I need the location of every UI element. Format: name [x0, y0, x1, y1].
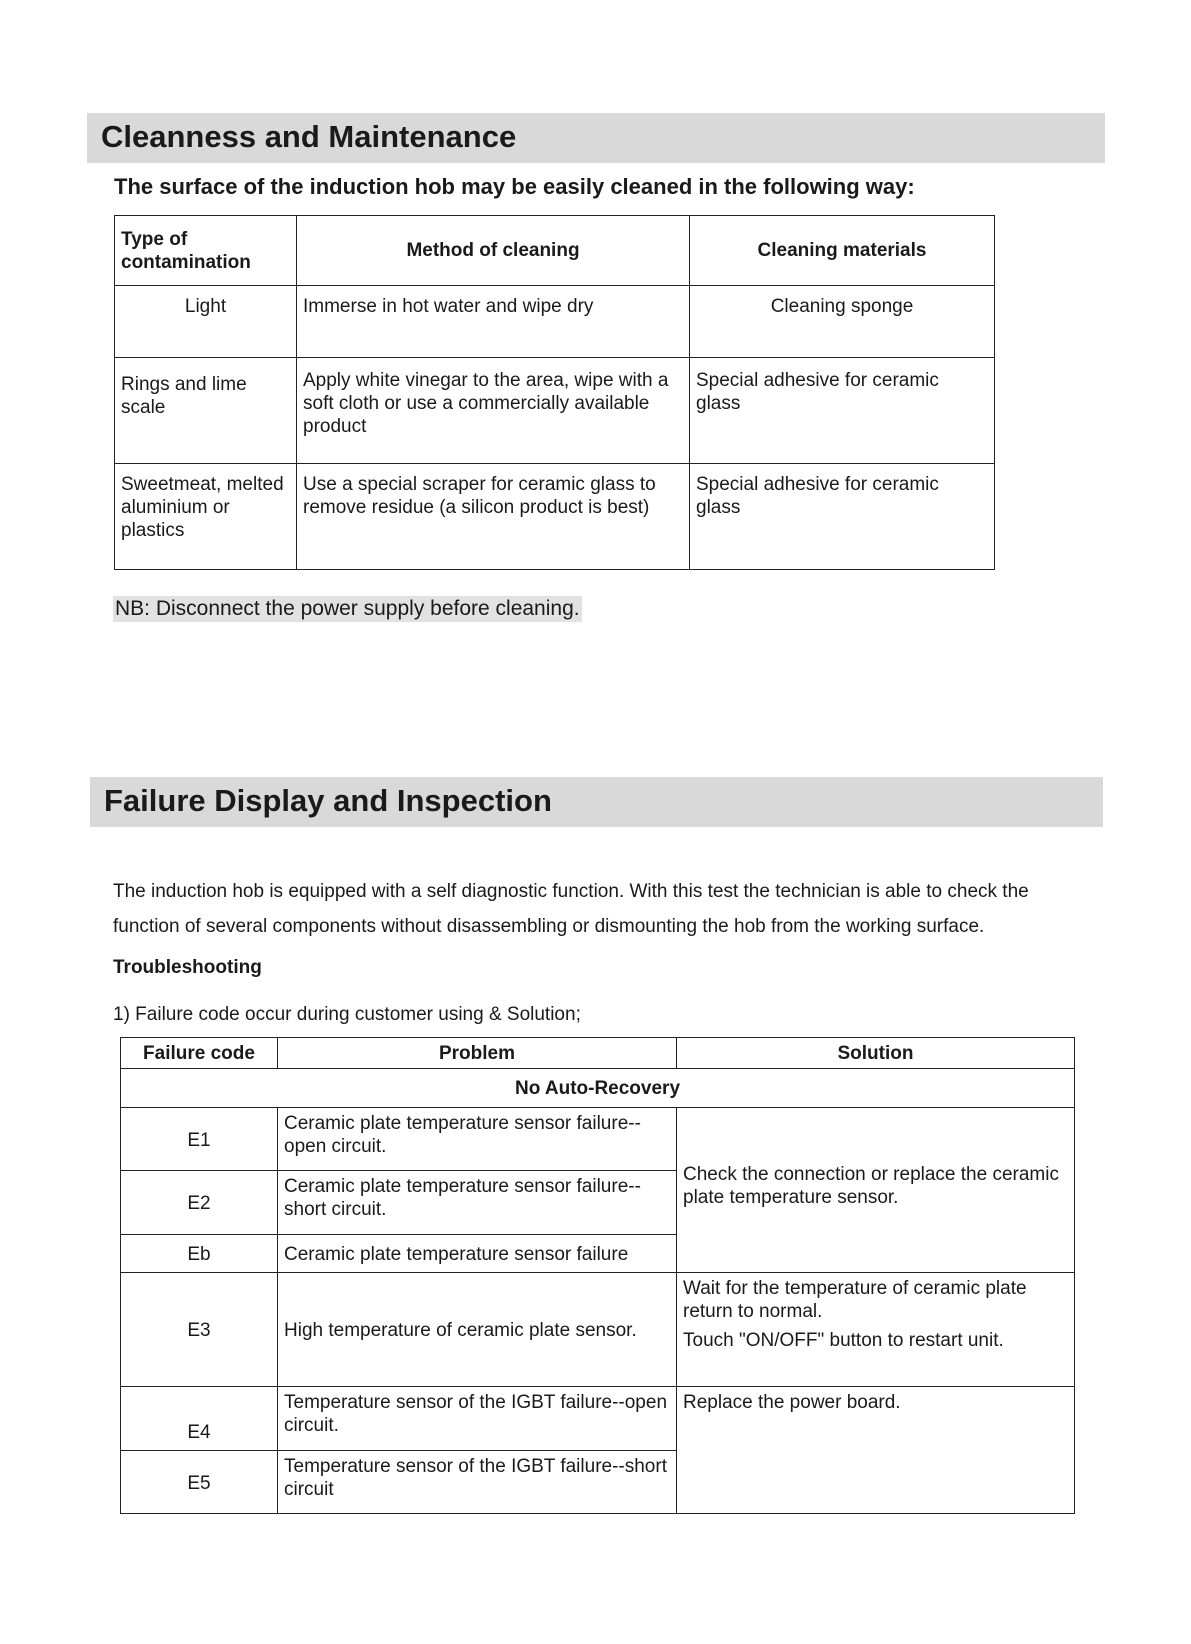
troubleshooting-heading: Troubleshooting: [113, 957, 262, 978]
section-title-cleanness: Cleanness and Maintenance: [87, 113, 1105, 163]
problem-cell: Ceramic plate temperature sensor failure--short circuit.: [278, 1171, 677, 1235]
header-method: Method of cleaning: [297, 216, 690, 286]
problem-cell: Temperature sensor of the IGBT failure--open circuit.: [278, 1387, 677, 1451]
materials-cell: Special adhesive for ceramic glass: [690, 464, 995, 570]
table-header-row: [121, 1038, 1075, 1069]
contamination-cell: Rings and lime scale: [115, 358, 297, 464]
failure-code-cell: Eb: [121, 1235, 278, 1273]
contamination-cell: Sweetmeat, melted aluminium or plastics: [115, 464, 297, 570]
problem-cell: High temperature of ceramic plate sensor.: [278, 1273, 677, 1387]
solution-cell: Replace the power board.: [677, 1387, 1075, 1514]
solution-text: Touch "ON/OFF" button to restart unit.: [683, 1330, 1004, 1351]
header-materials: Cleaning materials: [690, 216, 995, 286]
table-row: [121, 1387, 1075, 1451]
problem-cell: Ceramic plate temperature sensor failure--open circuit.: [278, 1108, 677, 1171]
failure-code-cell: E2: [121, 1171, 278, 1235]
method-cell: Apply white vinegar to the area, wipe with a soft cloth or use a commercially available product: [297, 358, 690, 464]
table-row: [115, 464, 995, 570]
solution-text: Wait for the temperature of ceramic plate return to normal.: [683, 1278, 1027, 1322]
header-problem: Problem: [278, 1038, 677, 1069]
solution-text: Check the connection or replace the ceramic plate temperature sensor.: [683, 1164, 1059, 1208]
problem-cell: Temperature sensor of the IGBT failure--short circuit: [278, 1451, 677, 1514]
method-cell: Immerse in hot water and wipe dry: [297, 286, 690, 358]
header-failure-code: Failure code: [121, 1038, 278, 1069]
failure-code-cell: E1: [121, 1108, 278, 1171]
table-row: [121, 1273, 1075, 1387]
contamination-cell: Light: [115, 286, 297, 358]
no-auto-recovery-label: No Auto-Recovery: [121, 1069, 1075, 1108]
table-row: [115, 358, 995, 464]
failure-code-cell: E3: [121, 1273, 278, 1387]
method-cell: Use a special scraper for ceramic glass to remove residue (a silicon product is best): [297, 464, 690, 570]
self-diagnostic-paragraph: The induction hob is equipped with a self diagnostic function. With this test the technician is able to check the function of several components without disassembling or dismounting the hob from the working surface.: [113, 881, 1029, 937]
cleaning-subtitle: The surface of the induction hob may be easily cleaned in the following way:: [114, 174, 915, 199]
materials-cell: Cleaning sponge: [690, 286, 995, 358]
materials-cell: Special adhesive for ceramic glass: [690, 358, 995, 464]
failure-code-table: [120, 1037, 1075, 1514]
failure-code-list-item: 1) Failure code occur during customer using & Solution;: [113, 1004, 581, 1025]
section-title-failure: Failure Display and Inspection: [90, 777, 1103, 827]
solution-cell: [677, 1273, 1075, 1387]
header-type: Type of contamination: [115, 216, 297, 286]
group-row: [121, 1069, 1075, 1108]
table-header-row: [115, 216, 995, 286]
header-solution: Solution: [677, 1038, 1075, 1069]
table-row: [121, 1108, 1075, 1171]
problem-cell: Ceramic plate temperature sensor failure: [278, 1235, 677, 1273]
failure-code-cell: E5: [121, 1451, 278, 1514]
failure-code-cell: E4: [121, 1387, 278, 1451]
cleaning-table: [114, 215, 995, 570]
solution-cell: [677, 1108, 1075, 1273]
table-row: [115, 286, 995, 358]
disconnect-note: NB: Disconnect the power supply before cleaning.: [115, 597, 580, 620]
